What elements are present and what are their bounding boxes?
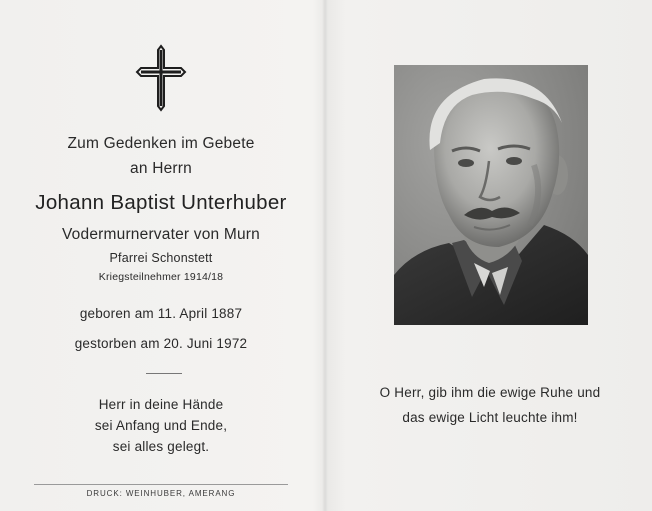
separator-line [146,373,182,374]
bottom-rule [34,484,288,485]
left-panel [0,0,322,511]
death-date-line: gestorben am 20. Juni 1972 [74,336,248,351]
parish-line: Pfarrei Schonstett [109,251,213,265]
deceased-name: Johann Baptist Unterhuber [35,191,287,214]
cross-icon [133,44,189,112]
prayer-line-1: O Herr, gib ihm die ewige Ruhe und [379,385,601,400]
verse-line-1: Herr in deine Hände [98,397,224,412]
intro-line-2: an Herrn [130,160,192,177]
intro-line-1: Zum Gedenken im Gebete [67,135,255,152]
portrait-photo [394,65,588,325]
printer-imprint: DRUCK: WEINHUBER, AMERANG [86,489,236,498]
verse-line-2: sei Anfang und Ende, [94,418,228,433]
veteran-line: Kriegsteilnehmer 1914/18 [98,271,224,283]
deceased-role: Vodermurnervater von Murn [62,226,260,243]
prayer-line-2: das ewige Licht leuchte ihm! [402,410,578,425]
portrait-illustration [394,65,588,325]
right-panel [328,0,652,511]
verse-line-3: sei alles gelegt. [112,439,210,454]
birth-date-line: geboren am 11. April 1887 [79,306,243,321]
